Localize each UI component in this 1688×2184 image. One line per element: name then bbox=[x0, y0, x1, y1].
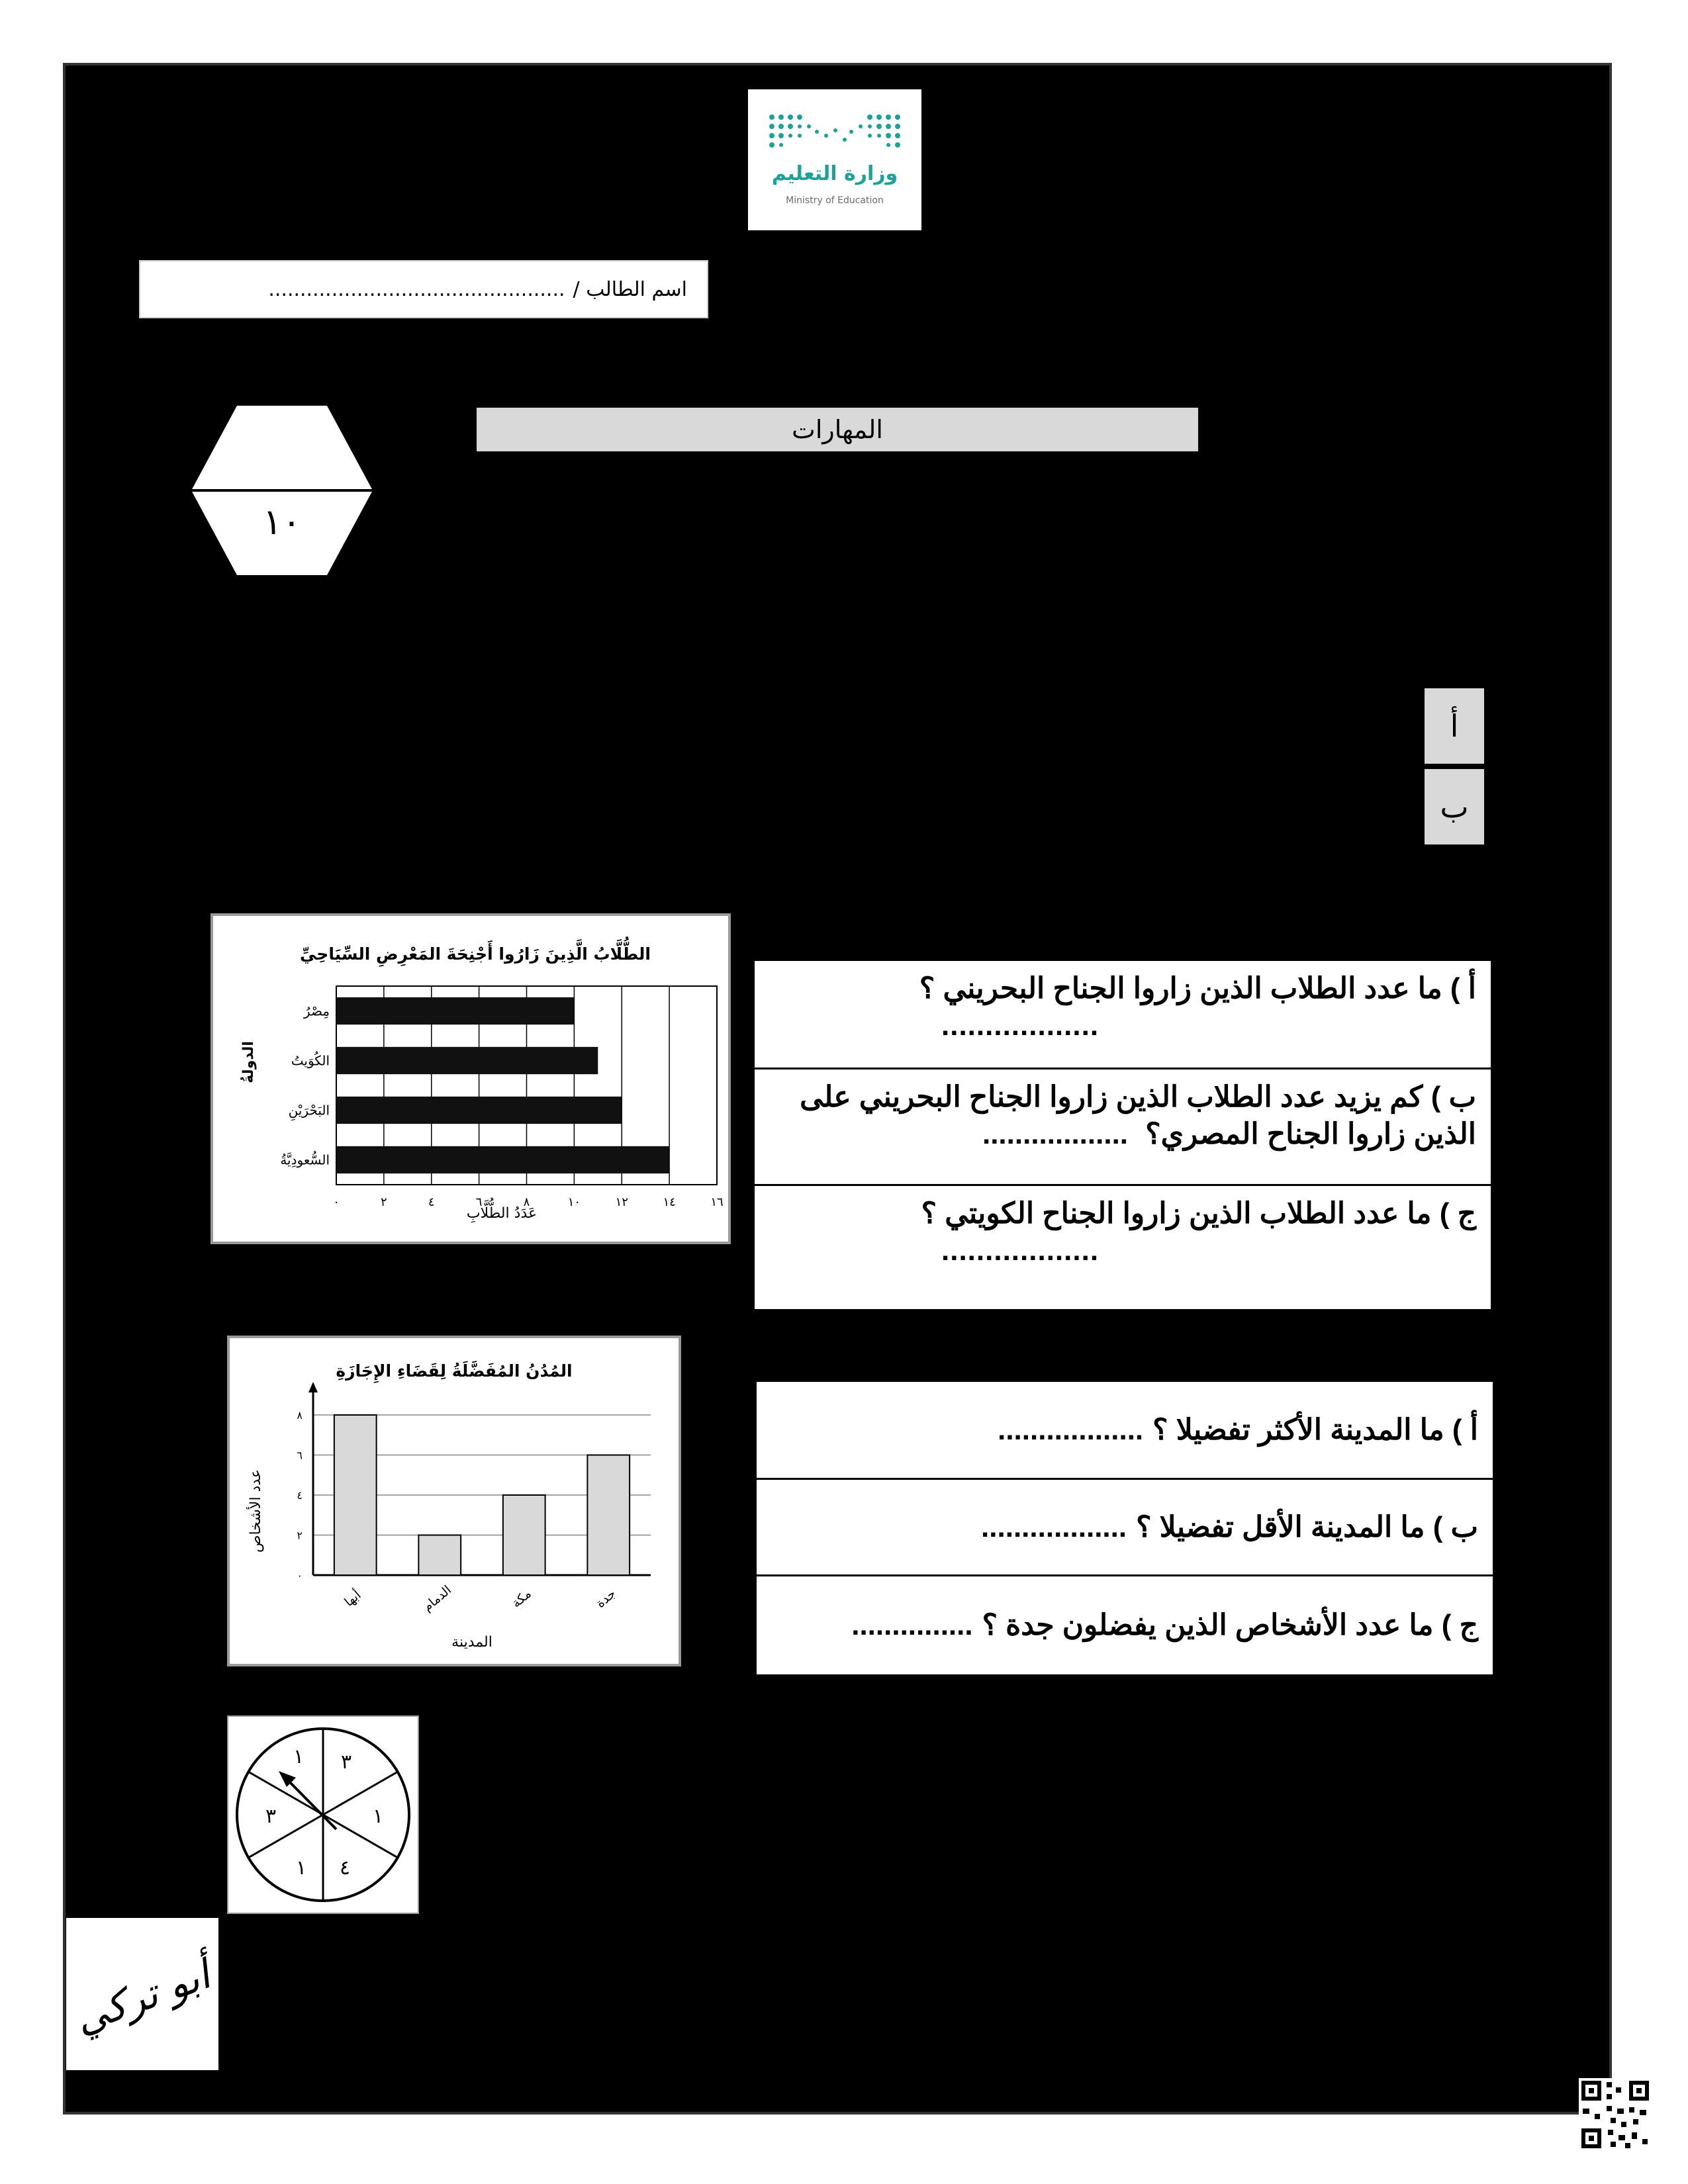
chart1-bar bbox=[336, 1146, 669, 1173]
chart1-bar bbox=[336, 997, 574, 1024]
question-1a bbox=[755, 961, 1491, 1069]
chart2-bar bbox=[334, 1415, 377, 1575]
students-bar-chart-panel bbox=[211, 913, 731, 1244]
chart1-title: الطُّلَّابُ الَّذِينَ زَارُوا أَجْنِحَةَ المَعْرِضِ السِّيَاحِيِّ bbox=[300, 944, 651, 964]
cities-bar-chart-panel bbox=[227, 1336, 681, 1666]
chart2-category-label: مكة bbox=[509, 1586, 534, 1611]
chart2-title: المُدُنُ المُفَضَّلَةُ لِقَضَاءِ الإِجَازَةِ bbox=[336, 1361, 573, 1381]
chart1-xlabel: عَدَدُ الطُّلَّابِ bbox=[466, 1205, 538, 1222]
chart1-tick-label: ٢ bbox=[381, 1195, 387, 1209]
chart2-xlabel: المدينة bbox=[451, 1634, 492, 1651]
question-1c-text: ج ) ما عدد الطلاب الذين زاروا الجناح الكويتي ؟ bbox=[921, 1197, 1476, 1230]
question-1c-answer[interactable]: .................. bbox=[941, 1234, 1100, 1267]
chart1-tick-label: ٠ bbox=[333, 1195, 340, 1209]
chart2-ylabel: عدد الأشخاص bbox=[248, 1469, 264, 1553]
question-1c bbox=[755, 1186, 1491, 1298]
logo-dots-icon bbox=[748, 89, 921, 230]
question-1a-text: أ ) ما عدد الطلاب الذين زاروا الجناح البحريني ؟ bbox=[919, 972, 1476, 1005]
option-b[interactable]: ب bbox=[1425, 769, 1484, 844]
question-1b bbox=[755, 1069, 1491, 1186]
chart1-tick-label: ١٦ bbox=[710, 1195, 724, 1209]
chart1-category-label: البَحْرَيْنِ bbox=[288, 1102, 330, 1118]
option-a[interactable]: أ bbox=[1425, 688, 1484, 764]
chart1-category-label: السُّعودِيَّةُ bbox=[280, 1152, 330, 1168]
question-2a-answer[interactable]: .................. bbox=[998, 1413, 1144, 1446]
students-bar-chart bbox=[211, 913, 731, 1244]
spinner-figure bbox=[227, 1715, 419, 1914]
qr-code-icon bbox=[1579, 2078, 1652, 2151]
chart1-category-label: الكُوَيتُ bbox=[291, 1052, 330, 1069]
logo-arabic-text: وزارة التعليم bbox=[771, 162, 898, 185]
cities-bar-chart bbox=[227, 1336, 681, 1666]
chart1-ylabel: الدولةُ bbox=[240, 1041, 257, 1083]
chart2-bar bbox=[503, 1495, 545, 1575]
student-name-field[interactable] bbox=[139, 260, 708, 318]
question-2c-answer[interactable]: ............... bbox=[851, 1609, 973, 1641]
chart2-category-label: جدة bbox=[593, 1586, 619, 1612]
chart1-tick-label: ١٠ bbox=[567, 1195, 581, 1209]
question-2b bbox=[757, 1480, 1493, 1576]
question-1b-answer[interactable]: .................. bbox=[982, 1118, 1129, 1150]
chart1-bar bbox=[336, 1047, 598, 1074]
chart2-axis-arrow-icon bbox=[308, 1382, 318, 1392]
spinner-sector-4: ٤ bbox=[339, 1856, 351, 1880]
question-2c-text: ج ) ما عدد الأشخاص الذين يفضلون جدة ؟ bbox=[982, 1609, 1478, 1641]
score-hexagon bbox=[187, 402, 377, 579]
chart1-tick-label: ١٤ bbox=[663, 1195, 676, 1209]
chart2-category-label: الدمام bbox=[420, 1582, 455, 1615]
chart2-bar bbox=[587, 1455, 630, 1576]
questions-set-2 bbox=[757, 1382, 1493, 1674]
signature-divider bbox=[211, 1918, 220, 2003]
signature-stamp bbox=[66, 1918, 218, 2070]
chart1-tick-label: ١٢ bbox=[615, 1195, 628, 1209]
chart2-tick-label: ٦ bbox=[297, 1449, 303, 1462]
chart1-category-label: مِصْرُ bbox=[303, 1003, 330, 1019]
spinner-sector-6: ٣ bbox=[265, 1805, 277, 1828]
logo-english-text: Ministry of Education bbox=[786, 195, 884, 206]
chart2-tick-label: ٠ bbox=[297, 1569, 303, 1582]
section-title: المهارات bbox=[477, 408, 1198, 451]
student-name-dots: ............................................... bbox=[268, 277, 565, 301]
question-2a-text: أ ) ما المدينة الأكثر تفضيلا ؟ bbox=[1152, 1413, 1478, 1446]
question-2c bbox=[757, 1576, 1493, 1674]
chart1-bar bbox=[336, 1097, 622, 1124]
question-1a-answer[interactable]: .................. bbox=[941, 1009, 1100, 1042]
chart2-bar bbox=[418, 1535, 461, 1576]
spinner-sector-2: ١ bbox=[293, 1745, 305, 1768]
chart2-category-label: أبها bbox=[342, 1587, 364, 1610]
spinner-sector-5: ١ bbox=[295, 1856, 307, 1880]
question-2a bbox=[757, 1382, 1493, 1480]
questions-set-1 bbox=[755, 961, 1491, 1309]
question-1b-text: ب ) كم يزيد عدد الطلاب الذين زاروا الجناح البحريني على الذين زاروا الجناح المصري؟ bbox=[800, 1081, 1476, 1150]
chart1-tick-label: ٤ bbox=[428, 1195, 435, 1209]
student-name-label: اسم الطالب / bbox=[573, 277, 687, 301]
chart2-tick-label: ٨ bbox=[297, 1409, 303, 1422]
ministry-logo bbox=[748, 89, 921, 230]
spinner-sector-3: ١ bbox=[372, 1805, 384, 1828]
chart1-tick-label: ٦ bbox=[475, 1195, 483, 1209]
chart2-tick-label: ٢ bbox=[297, 1529, 303, 1542]
score-value: ١٠ bbox=[262, 501, 301, 543]
spinner-sector-1: ٣ bbox=[340, 1751, 352, 1774]
options-column bbox=[1425, 688, 1484, 844]
chart1-tick-label: ٨ bbox=[523, 1195, 530, 1209]
question-2b-text: ب ) ما المدينة الأقل تفضيلا ؟ bbox=[1136, 1510, 1478, 1543]
signature-text: أبو تركي bbox=[68, 1951, 216, 2044]
chart2-tick-label: ٤ bbox=[297, 1489, 303, 1502]
question-2b-answer[interactable]: .................. bbox=[981, 1510, 1127, 1543]
